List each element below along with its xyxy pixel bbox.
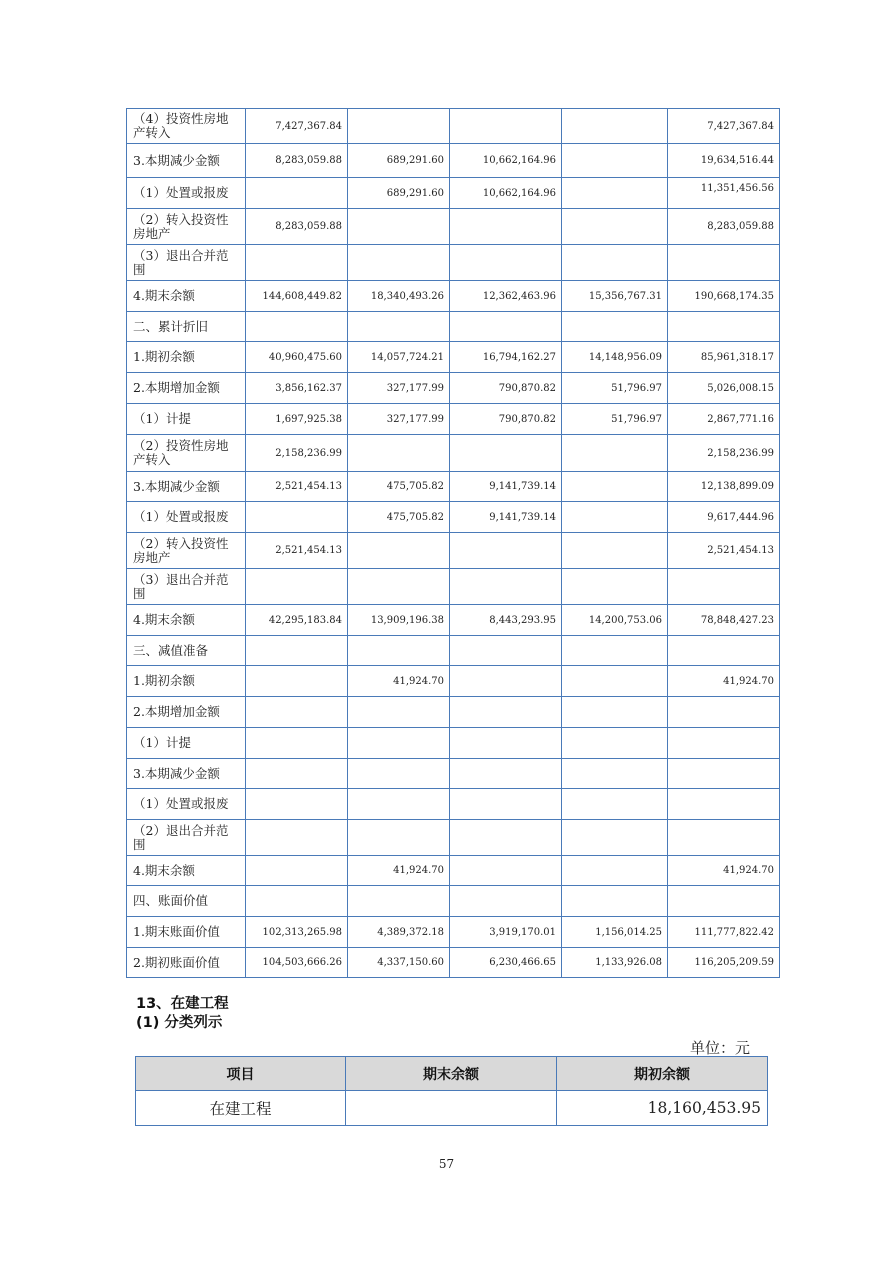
value-cell: 102,313,265.98 (246, 917, 348, 948)
value-cell: 2,521,454.13 (668, 533, 780, 569)
row-label: 1.期初余额 (127, 666, 246, 697)
value-cell: 7,427,367.84 (246, 109, 348, 144)
value-cell: 1,156,014.25 (562, 917, 668, 948)
value-cell (450, 728, 562, 759)
table-row (127, 109, 780, 144)
value-cell (348, 789, 450, 820)
value-cell (668, 312, 780, 342)
value-cell (246, 856, 348, 886)
value-cell: 3,856,162.37 (246, 373, 348, 404)
value-cell: 2,521,454.13 (246, 533, 348, 569)
value-cell (450, 209, 562, 245)
value-cell: 9,141,739.14 (450, 502, 562, 533)
cell-beginning-balance: 18,160,453.95 (557, 1091, 768, 1126)
value-cell: 8,443,293.95 (450, 605, 562, 636)
value-cell: 190,668,174.35 (668, 281, 780, 312)
value-cell: 16,794,162.27 (450, 342, 562, 373)
value-cell: 111,777,822.42 (668, 917, 780, 948)
value-cell: 475,705.82 (348, 502, 450, 533)
table-row (127, 820, 780, 856)
value-cell (246, 636, 348, 666)
table-row (127, 281, 780, 312)
table-row (127, 342, 780, 373)
row-label: 2.期初账面价值 (127, 948, 246, 978)
row-label: （1）计提 (127, 728, 246, 759)
value-cell (246, 886, 348, 917)
value-cell: 41,924.70 (348, 666, 450, 697)
value-cell: 41,924.70 (668, 856, 780, 886)
value-cell (246, 759, 348, 789)
value-cell (668, 569, 780, 605)
value-cell: 14,200,753.06 (562, 605, 668, 636)
value-cell: 19,634,516.44 (668, 144, 780, 178)
table-row (127, 697, 780, 728)
value-cell: 7,427,367.84 (668, 109, 780, 144)
value-cell (668, 820, 780, 856)
value-cell: 2,158,236.99 (668, 435, 780, 472)
value-cell: 6,230,466.65 (450, 948, 562, 978)
table-row (127, 404, 780, 435)
value-cell: 41,924.70 (668, 666, 780, 697)
value-cell (562, 502, 668, 533)
unit-label: 单位：元 (690, 1039, 751, 1057)
value-cell (562, 789, 668, 820)
value-cell: 4,389,372.18 (348, 917, 450, 948)
value-cell: 15,356,767.31 (562, 281, 668, 312)
value-cell (562, 856, 668, 886)
value-cell (348, 312, 450, 342)
table-row (127, 144, 780, 178)
value-cell: 8,283,059.88 (246, 144, 348, 178)
value-cell: 790,870.82 (450, 404, 562, 435)
value-cell: 14,057,724.21 (348, 342, 450, 373)
value-cell (450, 312, 562, 342)
value-cell (246, 666, 348, 697)
value-cell (668, 636, 780, 666)
value-cell (348, 533, 450, 569)
value-cell (246, 502, 348, 533)
cell-item: 在建工程 (136, 1091, 346, 1126)
value-cell: 78,848,427.23 (668, 605, 780, 636)
value-cell (668, 728, 780, 759)
value-cell (450, 820, 562, 856)
row-label: 3.本期减少金额 (127, 144, 246, 178)
value-cell (562, 820, 668, 856)
value-cell (450, 666, 562, 697)
table-row (127, 502, 780, 533)
table-row (127, 435, 780, 472)
value-cell (562, 636, 668, 666)
row-label: （4）投资性房地产转入 (127, 109, 246, 144)
table-header-row (136, 1057, 768, 1091)
value-cell (668, 886, 780, 917)
value-cell: 2,521,454.13 (246, 472, 348, 502)
value-cell: 10,662,164.96 (450, 144, 562, 178)
value-cell (450, 245, 562, 281)
value-cell: 327,177.99 (348, 404, 450, 435)
table-row (127, 605, 780, 636)
value-cell (348, 569, 450, 605)
value-cell: 85,961,318.17 (668, 342, 780, 373)
value-cell (246, 697, 348, 728)
value-cell: 42,295,183.84 (246, 605, 348, 636)
value-cell (450, 697, 562, 728)
value-cell: 8,283,059.88 (246, 209, 348, 245)
row-label: 三、减值准备 (127, 636, 246, 666)
value-cell: 51,796.97 (562, 373, 668, 404)
value-cell (562, 569, 668, 605)
value-cell (348, 886, 450, 917)
value-cell (348, 245, 450, 281)
table-row (127, 533, 780, 569)
row-label: （2）转入投资性房地产 (127, 209, 246, 245)
table-row (127, 886, 780, 917)
row-label: 四、账面价值 (127, 886, 246, 917)
value-cell (450, 759, 562, 789)
value-cell: 11,351,456.56 (668, 178, 780, 209)
value-cell (450, 856, 562, 886)
value-cell (246, 312, 348, 342)
row-label: 3.本期减少金额 (127, 472, 246, 502)
value-cell (246, 245, 348, 281)
value-cell (562, 144, 668, 178)
table-row (127, 178, 780, 209)
row-label: （1）处置或报废 (127, 789, 246, 820)
table-row (127, 245, 780, 281)
row-label: （3）退出合并范围 (127, 245, 246, 281)
value-cell (246, 569, 348, 605)
value-cell: 8,283,059.88 (668, 209, 780, 245)
value-cell (562, 886, 668, 917)
value-cell (562, 109, 668, 144)
value-cell: 689,291.60 (348, 144, 450, 178)
row-label: 4.期末余额 (127, 856, 246, 886)
row-label: 2.本期增加金额 (127, 697, 246, 728)
value-cell (246, 789, 348, 820)
value-cell: 3,919,170.01 (450, 917, 562, 948)
construction-in-progress-table (135, 1056, 768, 1126)
header-beginning-balance: 期初余额 (557, 1057, 768, 1091)
value-cell: 327,177.99 (348, 373, 450, 404)
value-cell (450, 569, 562, 605)
value-cell: 10,662,164.96 (450, 178, 562, 209)
table-row (136, 1091, 768, 1126)
value-cell (348, 697, 450, 728)
value-cell (668, 759, 780, 789)
table-row (127, 917, 780, 948)
table-row (127, 209, 780, 245)
value-cell (668, 697, 780, 728)
value-cell: 41,924.70 (348, 856, 450, 886)
table-row (127, 948, 780, 978)
section-subtitle: (1) 分类列示 (136, 1015, 223, 1031)
value-cell: 2,867,771.16 (668, 404, 780, 435)
value-cell (562, 728, 668, 759)
value-cell (562, 435, 668, 472)
value-cell (562, 533, 668, 569)
table-row (127, 666, 780, 697)
value-cell: 116,205,209.59 (668, 948, 780, 978)
value-cell (450, 109, 562, 144)
header-ending-balance: 期末余额 (346, 1057, 557, 1091)
value-cell: 790,870.82 (450, 373, 562, 404)
value-cell (562, 209, 668, 245)
value-cell: 104,503,666.26 (246, 948, 348, 978)
value-cell: 12,362,463.96 (450, 281, 562, 312)
value-cell: 5,026,008.15 (668, 373, 780, 404)
value-cell (348, 728, 450, 759)
value-cell (562, 178, 668, 209)
row-label: （1）处置或报废 (127, 178, 246, 209)
row-label: 2.本期增加金额 (127, 373, 246, 404)
value-cell (246, 728, 348, 759)
value-cell: 40,960,475.60 (246, 342, 348, 373)
value-cell (450, 533, 562, 569)
row-label: （2）投资性房地产转入 (127, 435, 246, 472)
value-cell (562, 245, 668, 281)
value-cell: 13,909,196.38 (348, 605, 450, 636)
table-row (127, 856, 780, 886)
value-cell: 12,138,899.09 (668, 472, 780, 502)
value-cell (562, 666, 668, 697)
value-cell: 2,158,236.99 (246, 435, 348, 472)
table-row (127, 312, 780, 342)
row-label: 1.期末账面价值 (127, 917, 246, 948)
fixed-assets-table (126, 108, 780, 978)
value-cell (668, 245, 780, 281)
value-cell (348, 435, 450, 472)
value-cell (562, 312, 668, 342)
row-label: 4.期末余额 (127, 605, 246, 636)
value-cell (562, 472, 668, 502)
row-label: 3.本期减少金额 (127, 759, 246, 789)
value-cell (348, 820, 450, 856)
value-cell (450, 636, 562, 666)
table-row (127, 569, 780, 605)
value-cell (450, 435, 562, 472)
value-cell: 14,148,956.09 (562, 342, 668, 373)
value-cell: 9,617,444.96 (668, 502, 780, 533)
value-cell (348, 209, 450, 245)
cell-ending-balance (346, 1091, 557, 1126)
value-cell (348, 759, 450, 789)
row-label: （3）退出合并范围 (127, 569, 246, 605)
value-cell (450, 789, 562, 820)
value-cell: 1,133,926.08 (562, 948, 668, 978)
section-title: 13、在建工程 (136, 996, 229, 1012)
row-label: 二、累计折旧 (127, 312, 246, 342)
value-cell (246, 820, 348, 856)
table-row (127, 373, 780, 404)
table-row (127, 728, 780, 759)
table-row (127, 472, 780, 502)
row-label: 4.期末余额 (127, 281, 246, 312)
row-label: （2）转入投资性房地产 (127, 533, 246, 569)
value-cell: 144,608,449.82 (246, 281, 348, 312)
row-label: （1）计提 (127, 404, 246, 435)
value-cell: 4,337,150.60 (348, 948, 450, 978)
value-cell (668, 789, 780, 820)
value-cell: 51,796.97 (562, 404, 668, 435)
value-cell (348, 109, 450, 144)
value-cell: 18,340,493.26 (348, 281, 450, 312)
value-cell (348, 636, 450, 666)
value-cell: 1,697,925.38 (246, 404, 348, 435)
value-cell (246, 178, 348, 209)
value-cell (562, 759, 668, 789)
value-cell (562, 697, 668, 728)
table-row (127, 789, 780, 820)
value-cell (450, 886, 562, 917)
header-item: 项目 (136, 1057, 346, 1091)
value-cell: 475,705.82 (348, 472, 450, 502)
row-label: 1.期初余额 (127, 342, 246, 373)
value-cell: 689,291.60 (348, 178, 450, 209)
page-number: 57 (438, 1157, 455, 1171)
row-label: （2）退出合并范围 (127, 820, 246, 856)
table-row (127, 759, 780, 789)
table-row (127, 636, 780, 666)
value-cell: 9,141,739.14 (450, 472, 562, 502)
row-label: （1）处置或报废 (127, 502, 246, 533)
